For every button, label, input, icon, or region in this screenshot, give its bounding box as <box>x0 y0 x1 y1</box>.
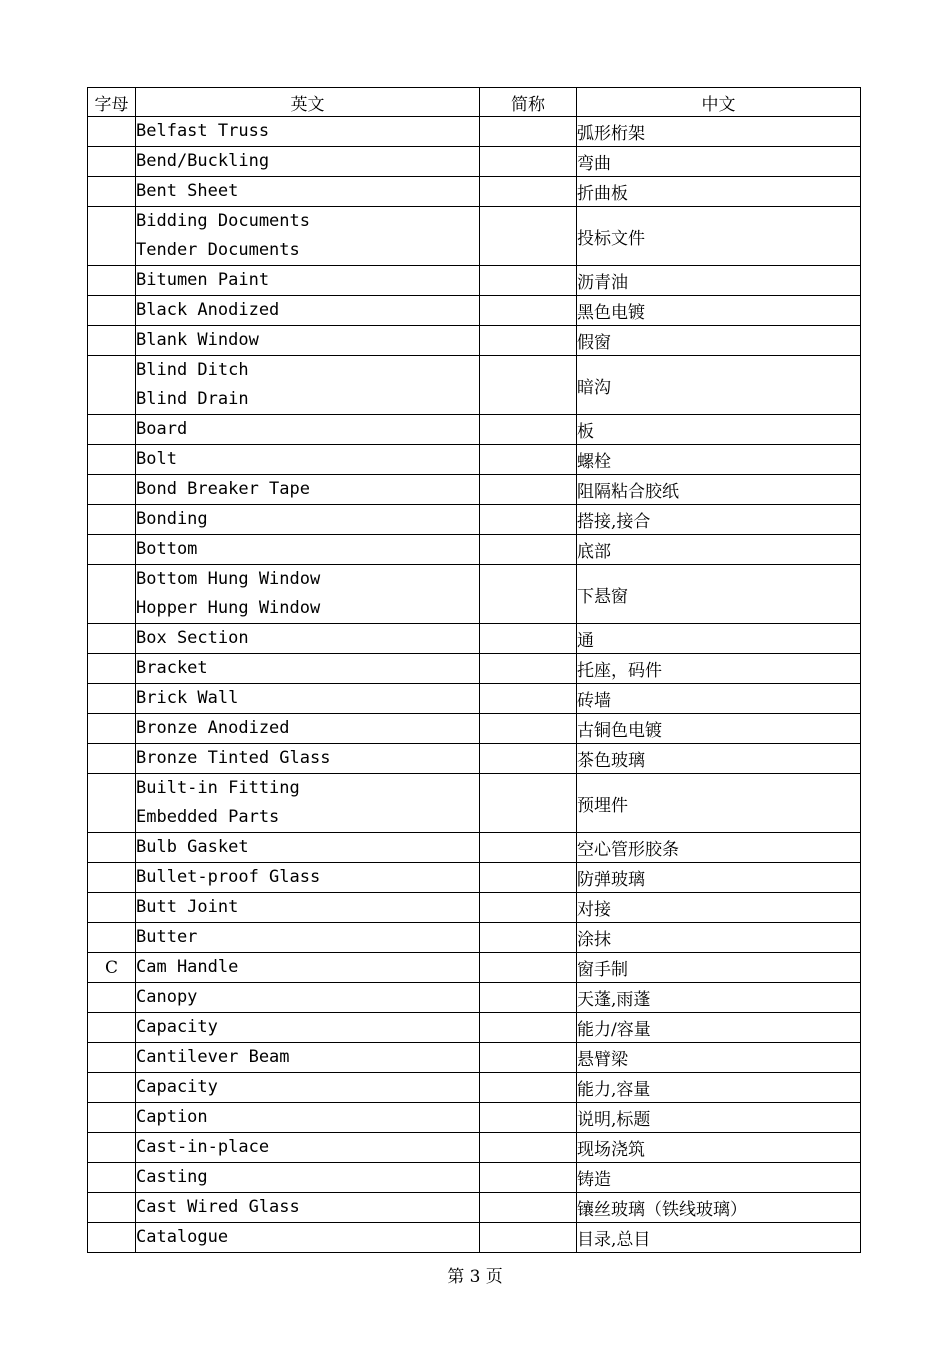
english-cell <box>136 117 480 147</box>
table-row <box>88 983 861 1013</box>
abbr-cell <box>480 863 577 893</box>
letter-cell <box>88 565 136 624</box>
table-row <box>88 684 861 714</box>
table-row <box>88 654 861 684</box>
abbr-cell <box>480 1103 577 1133</box>
chinese-cell: 防弹玻璃 <box>577 863 861 893</box>
english-term: Bracket <box>136 658 208 678</box>
english-term: Bonding <box>136 509 208 529</box>
english-cell <box>136 833 480 863</box>
chinese-cell: 砖墙 <box>577 684 861 714</box>
chinese-cell: 底部 <box>577 535 861 565</box>
chinese-cell: 空心管形胶条 <box>577 833 861 863</box>
letter-cell: C <box>88 953 136 983</box>
english-term: Bulb Gasket <box>136 837 249 857</box>
page-number: 第 3 页 <box>447 1267 503 1287</box>
chinese-cell: 天蓬,雨蓬 <box>577 983 861 1013</box>
letter-cell <box>88 1043 136 1073</box>
english-term: Hopper Hung Window <box>136 598 321 618</box>
letter-cell <box>88 1193 136 1223</box>
english-term: Blank Window <box>136 330 259 350</box>
abbr-cell <box>480 774 577 833</box>
table-row <box>88 177 861 207</box>
english-term: Butter <box>136 927 198 947</box>
abbr-cell <box>480 654 577 684</box>
header-row <box>88 88 861 117</box>
table-row <box>88 117 861 147</box>
letter-cell <box>88 177 136 207</box>
english-cell <box>136 953 480 983</box>
table-row <box>88 744 861 774</box>
english-term: Catalogue <box>136 1227 229 1247</box>
abbr-cell <box>480 1193 577 1223</box>
english-term: Brick Wall <box>136 688 239 708</box>
letter-cell <box>88 983 136 1013</box>
abbr-cell <box>480 624 577 654</box>
chinese-cell: 投标文件 <box>577 207 861 266</box>
table-row <box>88 1133 861 1163</box>
chinese-cell: 现场浇筑 <box>577 1133 861 1163</box>
abbr-cell <box>480 923 577 953</box>
chinese-cell: 铸造 <box>577 1163 861 1193</box>
english-term: Belfast Truss <box>136 121 270 141</box>
table-row <box>88 1013 861 1043</box>
english-cell <box>136 535 480 565</box>
english-cell <box>136 893 480 923</box>
chinese-cell: 折曲板 <box>577 177 861 207</box>
chinese-cell: 暗沟 <box>577 356 861 415</box>
letter-cell <box>88 1223 136 1253</box>
english-cell <box>136 445 480 475</box>
english-term: Bronze Anodized <box>136 718 290 738</box>
table-row <box>88 624 861 654</box>
abbr-cell <box>480 983 577 1013</box>
chinese-cell: 能力/容量 <box>577 1013 861 1043</box>
letter-cell <box>88 1073 136 1103</box>
table-row <box>88 475 861 505</box>
letter-cell <box>88 266 136 296</box>
chinese-cell: 涂抹 <box>577 923 861 953</box>
abbr-cell <box>480 1223 577 1253</box>
table-row <box>88 714 861 744</box>
letter-cell <box>88 415 136 445</box>
english-cell <box>136 1133 480 1163</box>
english-term: Bond Breaker Tape <box>136 479 310 499</box>
english-cell <box>136 1223 480 1253</box>
abbr-cell <box>480 684 577 714</box>
chinese-cell: 下悬窗 <box>577 565 861 624</box>
table-row <box>88 1163 861 1193</box>
abbr-cell <box>480 833 577 863</box>
letter-cell <box>88 654 136 684</box>
table-row <box>88 356 861 415</box>
english-term: Bottom Hung Window <box>136 569 321 589</box>
english-cell <box>136 863 480 893</box>
table-row <box>88 326 861 356</box>
table-row <box>88 565 861 624</box>
english-cell <box>136 923 480 953</box>
english-term: Capacity <box>136 1077 218 1097</box>
abbr-cell <box>480 445 577 475</box>
abbr-cell <box>480 207 577 266</box>
table-row <box>88 833 861 863</box>
english-term: Bronze Tinted Glass <box>136 748 331 768</box>
chinese-cell: 通 <box>577 624 861 654</box>
letter-cell <box>88 535 136 565</box>
english-cell <box>136 177 480 207</box>
english-term: Bottom <box>136 539 198 559</box>
chinese-cell: 螺栓 <box>577 445 861 475</box>
table-row <box>88 863 861 893</box>
letter-cell <box>88 893 136 923</box>
table-row <box>88 923 861 953</box>
english-cell <box>136 207 480 266</box>
abbr-cell <box>480 893 577 923</box>
abbr-cell <box>480 326 577 356</box>
letter-cell <box>88 1013 136 1043</box>
abbr-cell <box>480 535 577 565</box>
english-cell <box>136 983 480 1013</box>
english-term: Tender Documents <box>136 240 300 260</box>
letter-cell <box>88 505 136 535</box>
letter-cell <box>88 714 136 744</box>
english-cell <box>136 505 480 535</box>
chinese-cell: 板 <box>577 415 861 445</box>
chinese-cell: 弧形桁架 <box>577 117 861 147</box>
abbr-cell <box>480 565 577 624</box>
english-cell <box>136 744 480 774</box>
chinese-cell: 搭接,接合 <box>577 505 861 535</box>
english-cell <box>136 266 480 296</box>
chinese-cell: 假窗 <box>577 326 861 356</box>
chinese-cell: 目录,总目 <box>577 1223 861 1253</box>
english-term: Capacity <box>136 1017 218 1037</box>
abbr-cell <box>480 117 577 147</box>
abbr-cell <box>480 1073 577 1103</box>
table-row <box>88 1193 861 1223</box>
chinese-cell: 对接 <box>577 893 861 923</box>
english-term: Bidding Documents <box>136 211 310 231</box>
chinese-cell: 镶丝玻璃（铁线玻璃） <box>577 1193 861 1223</box>
table-row <box>88 893 861 923</box>
chinese-cell: 弯曲 <box>577 147 861 177</box>
table-row <box>88 415 861 445</box>
abbr-cell <box>480 1043 577 1073</box>
chinese-cell: 托座，码件 <box>577 654 861 684</box>
english-cell <box>136 565 480 624</box>
table-row <box>88 505 861 535</box>
english-cell <box>136 1193 480 1223</box>
abbr-cell <box>480 744 577 774</box>
english-cell <box>136 684 480 714</box>
english-term: Bolt <box>136 449 177 469</box>
chinese-cell: 阻隔粘合胶纸 <box>577 475 861 505</box>
letter-cell <box>88 833 136 863</box>
english-cell <box>136 624 480 654</box>
english-cell <box>136 475 480 505</box>
abbr-cell <box>480 147 577 177</box>
english-cell <box>136 1043 480 1073</box>
english-term: Canopy <box>136 987 198 1007</box>
english-term: Box Section <box>136 628 249 648</box>
letter-cell <box>88 624 136 654</box>
chinese-cell: 沥青油 <box>577 266 861 296</box>
english-cell <box>136 296 480 326</box>
chinese-cell: 窗手制 <box>577 953 861 983</box>
letter-cell <box>88 296 136 326</box>
letter-cell <box>88 475 136 505</box>
english-cell <box>136 356 480 415</box>
chinese-cell: 预埋件 <box>577 774 861 833</box>
abbr-cell <box>480 415 577 445</box>
letter-cell <box>88 774 136 833</box>
table-row <box>88 207 861 266</box>
letter-cell <box>88 1103 136 1133</box>
english-term: Black Anodized <box>136 300 280 320</box>
header-abbr: 简称 <box>480 88 577 117</box>
letter-cell <box>88 863 136 893</box>
glossary-table <box>87 87 861 1253</box>
header-english: 英文 <box>136 88 480 117</box>
letter-cell <box>88 1133 136 1163</box>
letter-cell <box>88 147 136 177</box>
english-term: Cast Wired Glass <box>136 1197 300 1217</box>
english-cell <box>136 714 480 744</box>
abbr-cell <box>480 356 577 415</box>
english-term: Cam Handle <box>136 957 239 977</box>
chinese-cell: 能力,容量 <box>577 1073 861 1103</box>
header-chinese: 中文 <box>577 88 861 117</box>
english-cell <box>136 1103 480 1133</box>
english-term: Blind Ditch <box>136 360 249 380</box>
table-row <box>88 296 861 326</box>
abbr-cell <box>480 296 577 326</box>
english-term: Bent Sheet <box>136 181 239 201</box>
table-row <box>88 953 861 983</box>
abbr-cell <box>480 475 577 505</box>
letter-cell <box>88 117 136 147</box>
chinese-cell: 说明,标题 <box>577 1103 861 1133</box>
english-cell <box>136 774 480 833</box>
abbr-cell <box>480 953 577 983</box>
english-term: Blind Drain <box>136 389 249 409</box>
letter-cell <box>88 744 136 774</box>
english-term: Cast-in-place <box>136 1137 270 1157</box>
letter-cell <box>88 326 136 356</box>
english-term: Board <box>136 419 188 439</box>
chinese-cell: 黑色电镀 <box>577 296 861 326</box>
english-term: Cantilever Beam <box>136 1047 290 1067</box>
abbr-cell <box>480 1133 577 1163</box>
table-row <box>88 1103 861 1133</box>
table-row <box>88 535 861 565</box>
table-row <box>88 445 861 475</box>
english-term: Casting <box>136 1167 208 1187</box>
english-cell <box>136 654 480 684</box>
english-term: Bitumen Paint <box>136 270 270 290</box>
abbr-cell <box>480 266 577 296</box>
table-row <box>88 774 861 833</box>
english-term: Bullet-proof Glass <box>136 867 321 887</box>
table-row <box>88 266 861 296</box>
table-row <box>88 147 861 177</box>
header-letter: 字母 <box>88 88 136 117</box>
chinese-cell: 古铜色电镀 <box>577 714 861 744</box>
table-row <box>88 1043 861 1073</box>
letter-cell <box>88 356 136 415</box>
english-term: Bend/Buckling <box>136 151 270 171</box>
chinese-cell: 悬臂梁 <box>577 1043 861 1073</box>
table-row <box>88 1223 861 1253</box>
abbr-cell <box>480 1013 577 1043</box>
letter-cell <box>88 923 136 953</box>
table-row <box>88 1073 861 1103</box>
english-cell <box>136 1073 480 1103</box>
english-term: Built-in Fitting <box>136 778 300 798</box>
letter-cell <box>88 445 136 475</box>
glossary-body <box>88 117 861 1253</box>
english-term: Embedded Parts <box>136 807 280 827</box>
english-cell <box>136 1163 480 1193</box>
abbr-cell <box>480 505 577 535</box>
abbr-cell <box>480 714 577 744</box>
chinese-cell: 茶色玻璃 <box>577 744 861 774</box>
english-term: Caption <box>136 1107 208 1127</box>
english-cell <box>136 1013 480 1043</box>
english-term: Butt Joint <box>136 897 239 917</box>
english-cell <box>136 415 480 445</box>
letter-cell <box>88 1163 136 1193</box>
letter-cell <box>88 207 136 266</box>
english-cell <box>136 326 480 356</box>
abbr-cell <box>480 1163 577 1193</box>
letter-cell <box>88 684 136 714</box>
english-cell <box>136 147 480 177</box>
abbr-cell <box>480 177 577 207</box>
